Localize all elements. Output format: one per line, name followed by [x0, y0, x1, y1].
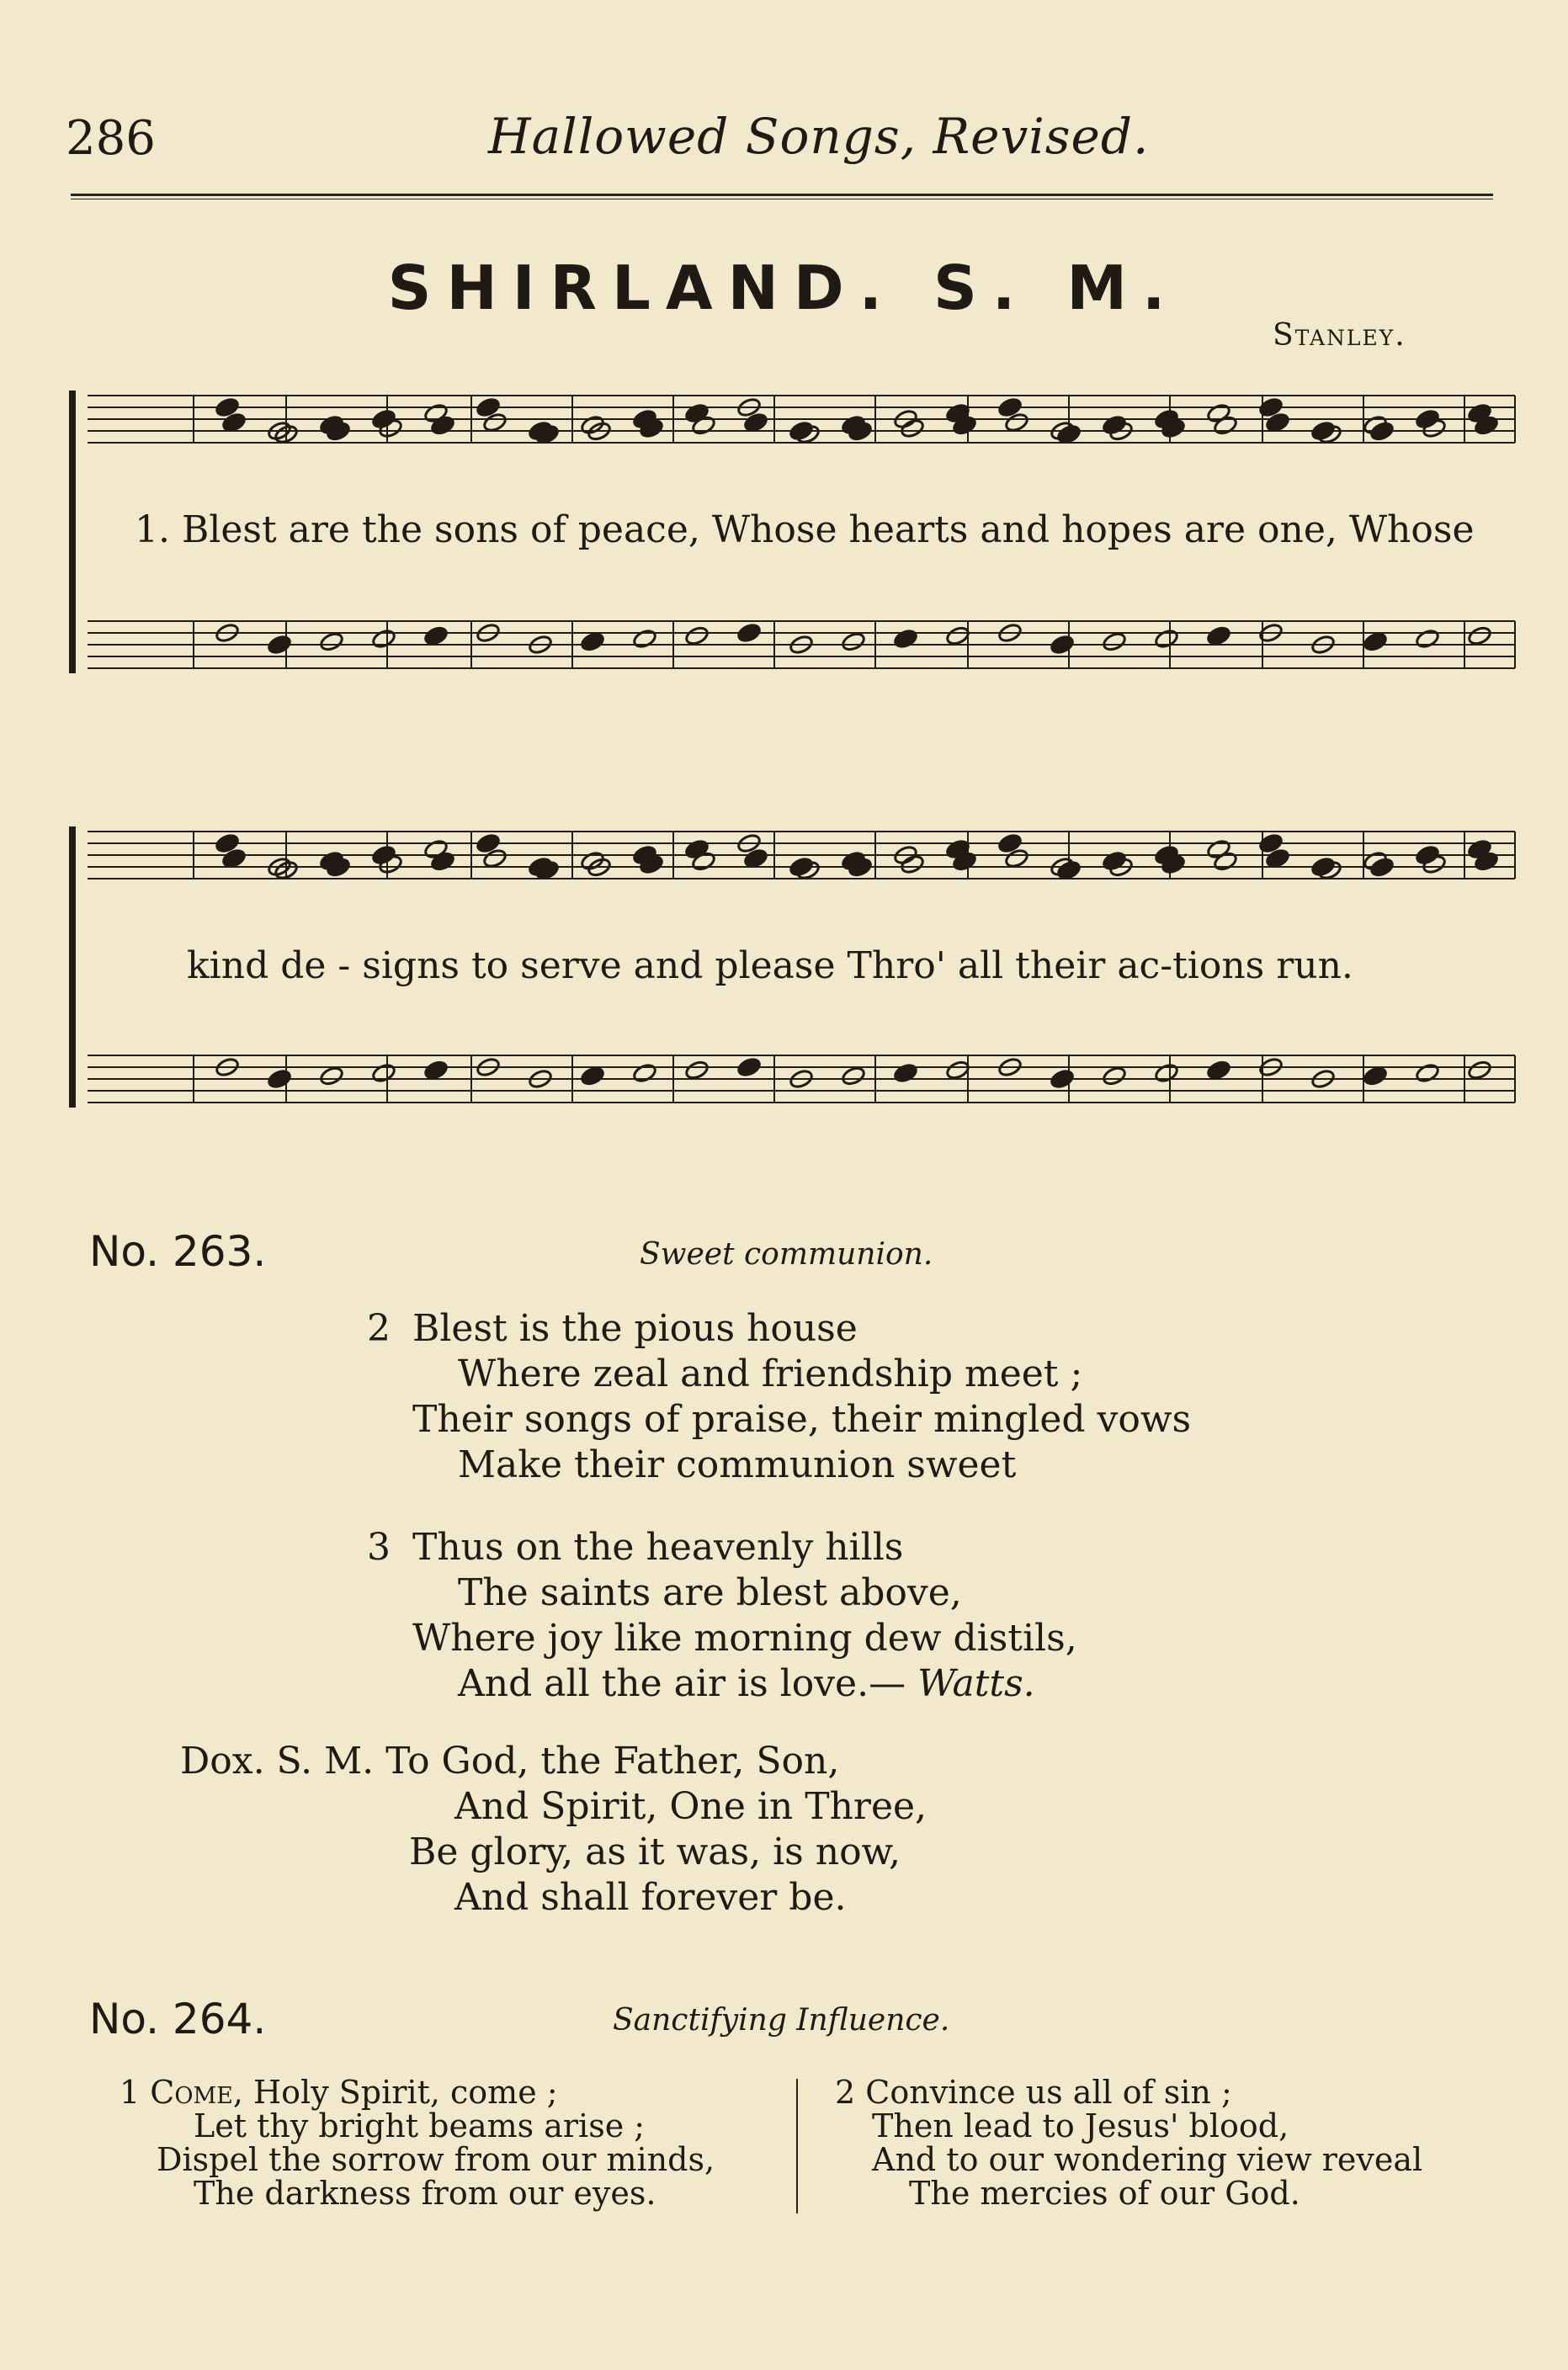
treble-note	[900, 417, 925, 438]
first-word: Come,	[150, 2074, 243, 2111]
bass-note	[267, 1068, 292, 1089]
stanza-line: Where zeal and friendship meet ;	[458, 1352, 1083, 1395]
bass-note	[684, 1060, 710, 1081]
treble-note	[1369, 421, 1395, 442]
lyric-line-2: kind de - signs to serve and please Thro' all their ac-tions run.	[187, 944, 1353, 987]
hymn-number-263: No. 263.	[89, 1227, 267, 1276]
bass-note	[1154, 628, 1179, 649]
bass-note	[736, 1056, 762, 1077]
stanza-line: Blest is the pious house	[412, 1307, 858, 1350]
bass-note	[371, 1062, 396, 1083]
stanza-line: Where joy like morning dew distils,	[412, 1617, 1077, 1660]
bass-note	[632, 1062, 657, 1083]
stanza-line: And shall forever be.	[454, 1876, 847, 1919]
treble-note	[371, 408, 396, 429]
bass-note	[423, 1060, 449, 1081]
hymn-264-stanza-1	[120, 2075, 715, 2210]
treble-note	[1056, 423, 1082, 444]
stanza-line: The darkness from our eyes.	[194, 2175, 656, 2212]
hymn-264-subtitle: Sanctifying Influence.	[613, 2003, 950, 2038]
bass-note	[893, 1062, 918, 1083]
bass-note	[684, 625, 710, 646]
column-divider	[796, 2079, 798, 2213]
stanza-line: The mercies of our God.	[909, 2175, 1300, 2212]
doxology-label: Dox. S. M.	[180, 1740, 375, 1783]
stanza-line: Be glory, as it was, is now,	[409, 1831, 901, 1873]
hymn-263-subtitle: Sweet communion.	[640, 1237, 933, 1272]
bass-note	[841, 631, 866, 652]
bass-note	[423, 625, 449, 646]
stanza-number: 2	[367, 1307, 391, 1350]
bass-note	[267, 634, 292, 655]
music-score	[0, 0, 1568, 1161]
stanza-line: Convince us all of sin ;	[865, 2074, 1232, 2111]
lyric-line-1: 1. Blest are the sons of peace, Whose hearts and hopes are one, Whose	[135, 508, 1475, 551]
treble-note	[580, 414, 605, 435]
treble-note	[430, 415, 455, 436]
treble-note	[1213, 415, 1238, 436]
hymn-number-264: No. 264.	[89, 1995, 267, 2043]
stanza-line: And to our wondering view reveal	[872, 2141, 1423, 2178]
hymn-263-stanza-2	[367, 1306, 1191, 1488]
page-number: 286	[66, 111, 156, 166]
bass-note	[1206, 625, 1231, 646]
bass-note	[1102, 1065, 1127, 1087]
bass-note	[945, 625, 970, 646]
treble-note	[1056, 859, 1082, 880]
treble-note	[1415, 844, 1440, 865]
treble-note	[1102, 850, 1127, 871]
stanza-line: And all the air is love.—	[458, 1662, 906, 1705]
bass-note	[841, 1065, 866, 1087]
bass-note	[1415, 628, 1440, 649]
stanza-line: Let thy bright beams arise ;	[194, 2107, 646, 2144]
stanza-line: Their songs of praise, their mingled vows	[412, 1398, 1192, 1441]
treble-note	[1369, 857, 1395, 878]
bass-note	[1102, 631, 1127, 652]
bass-note	[1415, 1062, 1440, 1083]
treble-note	[430, 851, 455, 872]
stanza-number: 3	[367, 1526, 391, 1569]
bass-note	[1050, 634, 1075, 655]
bass-note	[580, 1065, 605, 1087]
stanza-line: Dispel the sorrow from our minds,	[157, 2141, 715, 2178]
bass-note	[736, 622, 762, 643]
stanza-line: To God, the Father, Son,	[385, 1740, 840, 1783]
running-head: Hallowed Songs, Revised.	[488, 108, 1150, 165]
stanza-number: 2	[835, 2074, 856, 2111]
stanza-line: Make their communion sweet	[458, 1443, 1017, 1486]
composer-name: Stanley.	[1273, 318, 1406, 353]
bass-note	[1154, 1062, 1179, 1083]
hymn-263-stanza-3	[367, 1525, 1077, 1707]
treble-note	[1213, 851, 1238, 872]
bass-note	[580, 631, 605, 652]
treble-note	[371, 844, 396, 865]
treble-note	[900, 853, 925, 874]
treble-note	[1415, 408, 1440, 429]
staff-systems	[72, 391, 1515, 1108]
bass-note	[1363, 1065, 1388, 1087]
bass-note	[319, 1065, 344, 1087]
bass-note	[319, 631, 344, 652]
treble-note	[580, 850, 605, 871]
stanza-line: And Spirit, One in Three,	[454, 1785, 928, 1828]
tune-title: SHIRLAND. S. M.	[387, 252, 1181, 323]
bass-note	[632, 628, 657, 649]
bass-note	[371, 628, 396, 649]
bass-note	[893, 628, 918, 649]
author-attribution: Watts.	[917, 1662, 1035, 1705]
stanza-line: The saints are blest above,	[458, 1571, 962, 1614]
bass-note	[1363, 631, 1388, 652]
bass-note	[1050, 1068, 1075, 1089]
stanza-line: Thus on the heavenly hills	[412, 1526, 904, 1569]
bass-note	[945, 1060, 970, 1081]
doxology	[180, 1739, 927, 1921]
stanza-line: Holy Spirit, come ;	[253, 2074, 558, 2111]
stanza-line: Then lead to Jesus' blood,	[872, 2107, 1289, 2144]
stanza-number: 1	[120, 2074, 141, 2111]
bass-note	[1467, 1060, 1492, 1081]
hymn-264-stanza-2	[835, 2075, 1422, 2210]
treble-note	[1102, 414, 1127, 435]
bass-note	[1467, 625, 1492, 646]
bass-note	[1206, 1060, 1231, 1081]
